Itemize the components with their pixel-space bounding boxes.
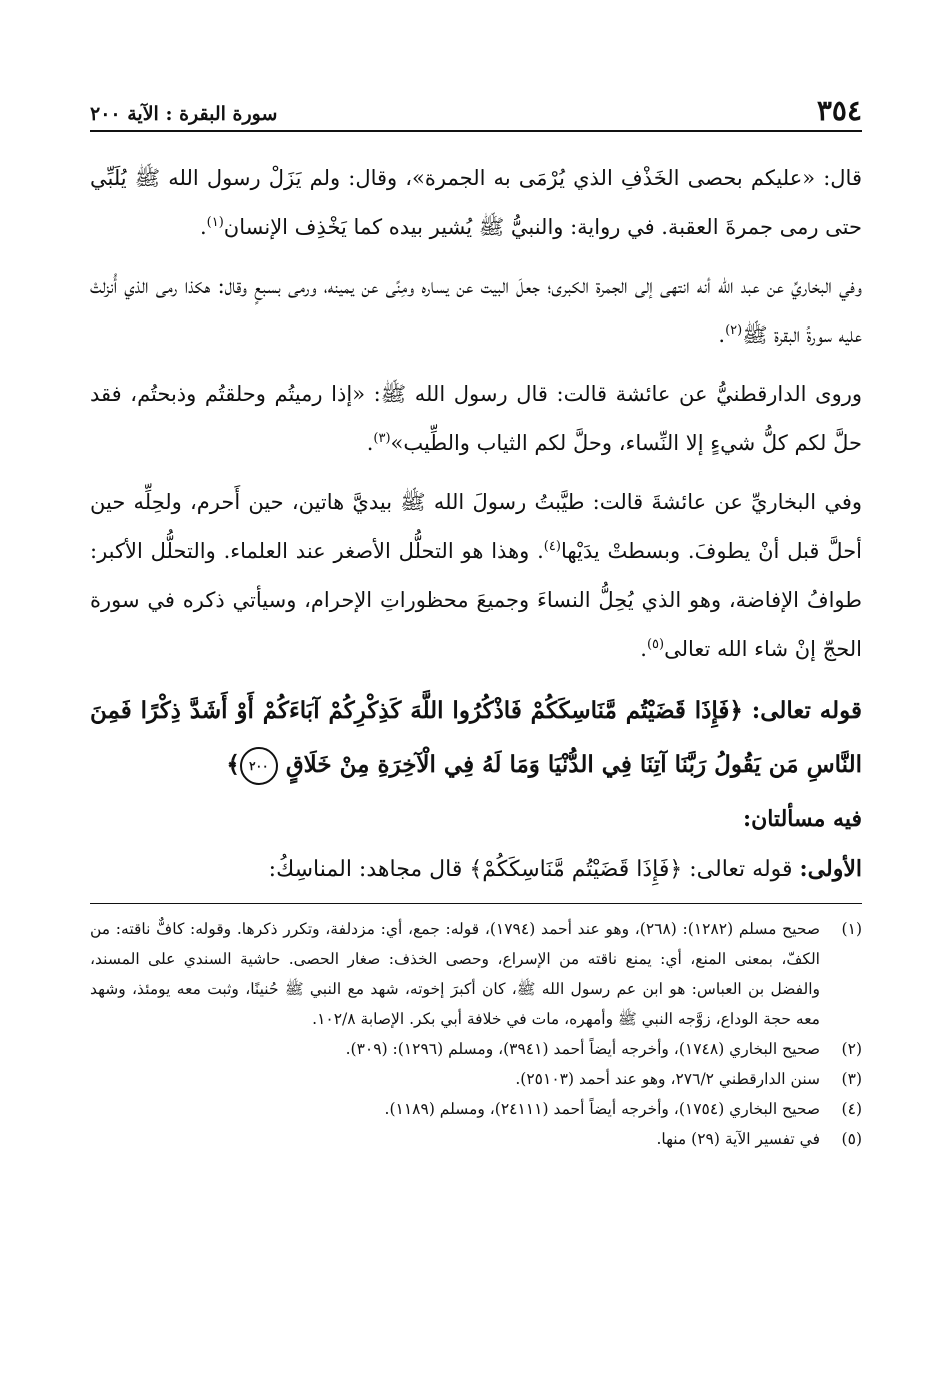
book-page: [90, 90, 862, 1154]
paragraph-1: [90, 154, 862, 252]
footnote-3: [90, 1064, 862, 1094]
footnote-text: صحيح مسلم (١٢٨٢): (٢٦٨)، وهو عند أحمد (١٧٩٤)، قوله: جمع، أي: مزدلفة، وتكرر ذكرها. وقوله: كافٌّ ناقته: من الكفّ، بمعنى المنع، أي: يمنع ناقته من الإسراع، وحصى الخذف: صغار الحصى. حاشية السندي على المسند، والفضل بن العباس: هو ابن عم رسول الله ﷺ، كان أكبرَ إخوته، شهد مع النبي ﷺ حُنينًا، وثبت معه يومئذ، وشهد معه حجة الوداع، زوَّجه النبي ﷺ وأمهره، مات في خلافة أبي بكر. الإصابة ١٠٢/٨.: [90, 920, 820, 1028]
footnote-1: [90, 914, 862, 1034]
footnote-ref[interactable]: (٣): [373, 431, 391, 446]
paragraph-text: وفي البخاريِّ عن عبد الله أنه انتهى إلى الجمرة الكبرى؛ جعلَ البيت عن يساره ومِنًى عن يمينه، ورمى بسبعٍ وقال: هكذا رمى الذي أُنزلتْ عليه سورةُ البقرة ﷺ: [90, 274, 862, 347]
paragraph-text-continued: . وهذا هو التحلُّل الأصغر عند العلماء. والتحلُّل الأكبر: طوافُ الإفاضة، وهو الذي يُحِلُّ النساءَ وجميعَ محظوراتِ الإحرام، وسيأتي ذكره في سورة الحجّ إنْ شاء الله تعالى: [90, 539, 862, 661]
footnotes: [90, 903, 862, 1154]
page-number: ٣٥٤: [816, 94, 862, 127]
footnote-number: (٢): [841, 1040, 862, 1058]
verse-number-marker: ٢٠٠: [240, 747, 278, 785]
footnote-number: (٤): [841, 1100, 862, 1118]
footnote-5: [90, 1124, 862, 1154]
verse-intro: قوله تعالى:: [751, 697, 862, 724]
quran-verse-block: [90, 684, 862, 792]
footnote-4: [90, 1094, 862, 1124]
paragraph-end: .: [640, 637, 647, 661]
footnote-text: سنن الدارقطني ٢٧٦/٢، وهو عند أحمد (٢٥١٠٣).: [515, 1070, 820, 1088]
first-point-label: الأولى:: [799, 856, 862, 882]
paragraph-2: [90, 262, 862, 360]
footnote-ref[interactable]: (٥): [646, 637, 665, 652]
paragraph-end: .: [366, 431, 374, 455]
footnote-ref[interactable]: (١): [206, 215, 224, 230]
footnote-text: صحيح البخاري (١٧٤٨)، وأخرجه أيضاً أحمد (٣٩٤١)، ومسلم (١٢٩٦): (٣٠٩).: [345, 1040, 820, 1058]
running-header: [90, 90, 862, 132]
paragraph-3: [90, 370, 862, 468]
footnote-number: (١): [841, 920, 862, 938]
verse-close-bracket: ﴾: [226, 751, 240, 778]
footnote-text: صحيح البخاري (١٧٥٤)، وأخرجه أيضاً أحمد (٢٤١١١)، ومسلم (١١٨٩).: [384, 1100, 820, 1118]
paragraph-end: .: [199, 215, 207, 239]
first-point-text: قوله تعالى: ﴿فَإِذَا قَضَيْتُم مَّنَاسِكَكُمْ﴾ قال مجاهد: المناسِكُ:: [268, 857, 793, 882]
first-point: [90, 844, 862, 895]
footnote-number: (٣): [841, 1070, 862, 1088]
footnote-2: [90, 1034, 862, 1064]
surah-title: سورة البقرة : الآية ٢٠٠: [90, 103, 278, 125]
paragraph-4: [90, 478, 862, 674]
verse-text: ﴿فَإِذَا قَضَيْتُم مَّنَاسِكَكُمْ فَاذْكُرُوا اللَّهَ كَذِكْرِكُمْ آبَاءَكُمْ أَوْ أَشَدَّ ذِكْرًا فَمِنَ النَّاسِ مَن يَقُولُ رَبَّنَا آتِنَا فِي الدُّنْيَا وَمَا لَهُ فِي الْآخِرَةِ مِنْ خَلَاقٍ: [90, 697, 862, 778]
section-heading: فيه مسألتان:: [742, 806, 862, 832]
paragraph-text: قال: «عليكم بحصى الخَذْفِ الذي يُرْمَى به الجمرة»، وقال: ولم يَزَلْ رسول الله ﷺ يُلَبِّي حتى رمى جمرةَ العقبة. في رواية: والنبيُّ ﷺ يُشير بيده كما يَخْذِف الإنسان: [90, 166, 862, 239]
footnote-ref[interactable]: (٤): [543, 539, 561, 554]
paragraph-text: وروى الدارقطنيُّ عن عائشة قالت: قال رسول الله ﷺ: «إذا رميتُم وحلقتُم وذبحتُم، فقد حلَّ لكم كلُّ شيءٍ إلا النِّساء، وحلَّ لكم الثياب والطِّيب»: [90, 382, 862, 455]
paragraph-text: وفي البخاريِّ عن عائشةَ قالت: طيَّبتُ رسولَ الله ﷺ بيديَّ هاتين، حين أَحرم، ولحِلِّه حين أحلَّ قبل أنْ يطوفَ. وبسطتْ يدَيْها: [90, 490, 863, 563]
body-text: [90, 154, 862, 895]
paragraph-end: .: [718, 323, 726, 347]
footnote-ref[interactable]: (٢): [725, 323, 743, 338]
footnote-text: في تفسير الآية (٢٩) منها.: [656, 1130, 820, 1148]
footnote-number: (٥): [841, 1130, 862, 1148]
